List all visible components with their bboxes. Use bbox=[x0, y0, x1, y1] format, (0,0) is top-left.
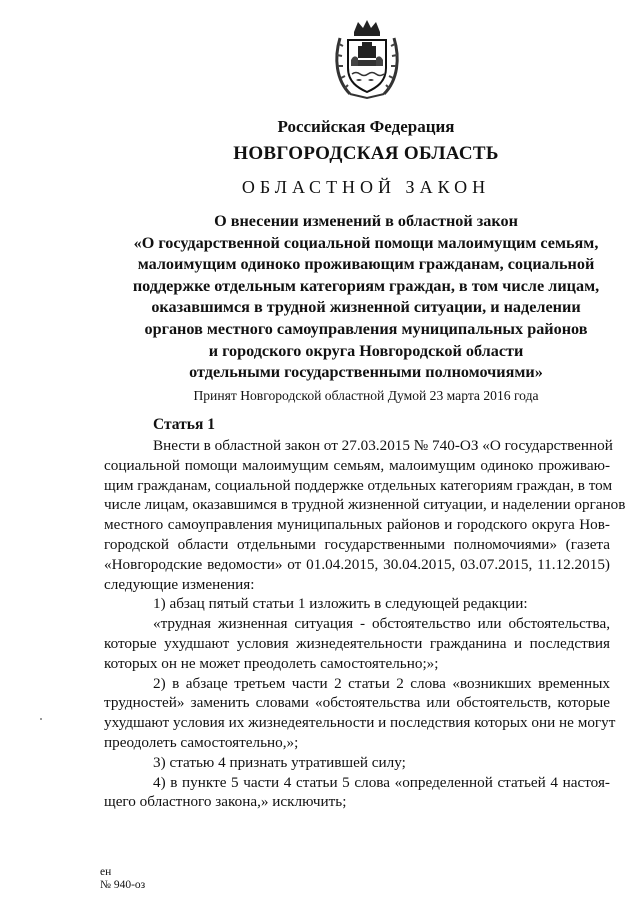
text-line: которые ухудшают условия жизнедеятельности гражданина и последствия bbox=[104, 634, 610, 652]
item-4 bbox=[104, 773, 610, 813]
item-3 bbox=[104, 753, 610, 773]
item-1-quote bbox=[104, 614, 610, 673]
text-line: ухудшают условия их жизнедеятельности и последствия которых они не могут bbox=[104, 714, 616, 732]
title-line: и городского округа Новгородской области bbox=[208, 341, 524, 360]
text-line: 1) абзац пятый статьи 1 изложить в следующей редакции: bbox=[153, 595, 528, 613]
text-line: трудностей» заменить словами «обстоятельства или обстоятельств, которые bbox=[104, 694, 610, 712]
text-line: социальной помощи малоимущим семьям, малоимущим одиноко проживаю- bbox=[104, 456, 610, 474]
text-line: «трудная жизненная ситуация - обстоятельство или обстоятельства, bbox=[153, 615, 610, 633]
region-heading: НОВГОРОДСКАЯ ОБЛАСТЬ bbox=[233, 143, 499, 164]
text-line: числе лицам, оказавшимся в трудной жизненной ситуации, и наделении органов bbox=[104, 496, 626, 514]
text-line: преодолеть самостоятельно,»; bbox=[104, 733, 299, 751]
title-line: поддержке отдельным категориям граждан, в том числе лицам, bbox=[132, 276, 600, 295]
article-heading: Статья 1 bbox=[153, 416, 215, 433]
law-title bbox=[90, 211, 640, 384]
footer-note bbox=[100, 866, 145, 892]
item-1 bbox=[104, 594, 610, 614]
text-line: «Новгородские ведомости» от 01.04.2015, 30.04.2015, 03.07.2015, 11.12.2015) bbox=[104, 555, 610, 573]
title-line: «О государственной социальной помощи малоимущим семьям, bbox=[133, 233, 599, 252]
text-line: Внести в областной закон от 27.03.2015 № 740-ОЗ «О государственной bbox=[153, 437, 613, 454]
text-line: местного самоуправления муниципальных районов и городского округа Нов- bbox=[104, 516, 610, 534]
text-line: щего областного закона,» исключить; bbox=[104, 793, 347, 811]
scan-speck bbox=[40, 718, 42, 720]
item-2 bbox=[104, 674, 616, 753]
title-line: малоимущим одиноко проживающим гражданам, социальной bbox=[137, 255, 595, 274]
footer-initials: ен bbox=[100, 866, 112, 878]
intro-paragraph bbox=[104, 436, 626, 594]
text-line: 4) в пункте 5 части 4 статьи 5 слова «определенной статьей 4 настоя- bbox=[153, 773, 610, 791]
footer-number: № 940-оз bbox=[100, 879, 146, 891]
text-line: которых он не может преодолеть самостоятельно;»; bbox=[104, 654, 439, 672]
text-line: городской области отдельными государственными полномочиями» (газета bbox=[104, 535, 610, 553]
title-line: органов местного самоуправления муниципальных районов bbox=[144, 319, 588, 338]
text-line: следующие изменения: bbox=[104, 575, 255, 593]
text-line: 2) в абзаце третьем части 2 статьи 2 слова «возникших временных bbox=[153, 674, 610, 692]
text-line: щим гражданам, социальной поддержке отдельных категориям граждан, в том bbox=[104, 476, 613, 494]
article-body bbox=[104, 436, 626, 812]
title-line: отдельными государственными полномочиями» bbox=[189, 363, 543, 382]
law-type-heading: ОБЛАСТНОЙ ЗАКОН bbox=[241, 177, 491, 197]
adoption-date: Принят Новгородской областной Думой 23 марта 2016 года bbox=[193, 388, 539, 403]
title-line: О внесении изменений в областной закон bbox=[214, 212, 518, 230]
title-line: оказавшимся в трудной жизненной ситуации, и наделении bbox=[151, 298, 581, 317]
text-line: 3) статью 4 признать утратившей силу; bbox=[153, 753, 406, 771]
novgorod-coat-of-arms-icon bbox=[332, 18, 402, 100]
federation-heading: Российская Федерация bbox=[277, 117, 455, 136]
